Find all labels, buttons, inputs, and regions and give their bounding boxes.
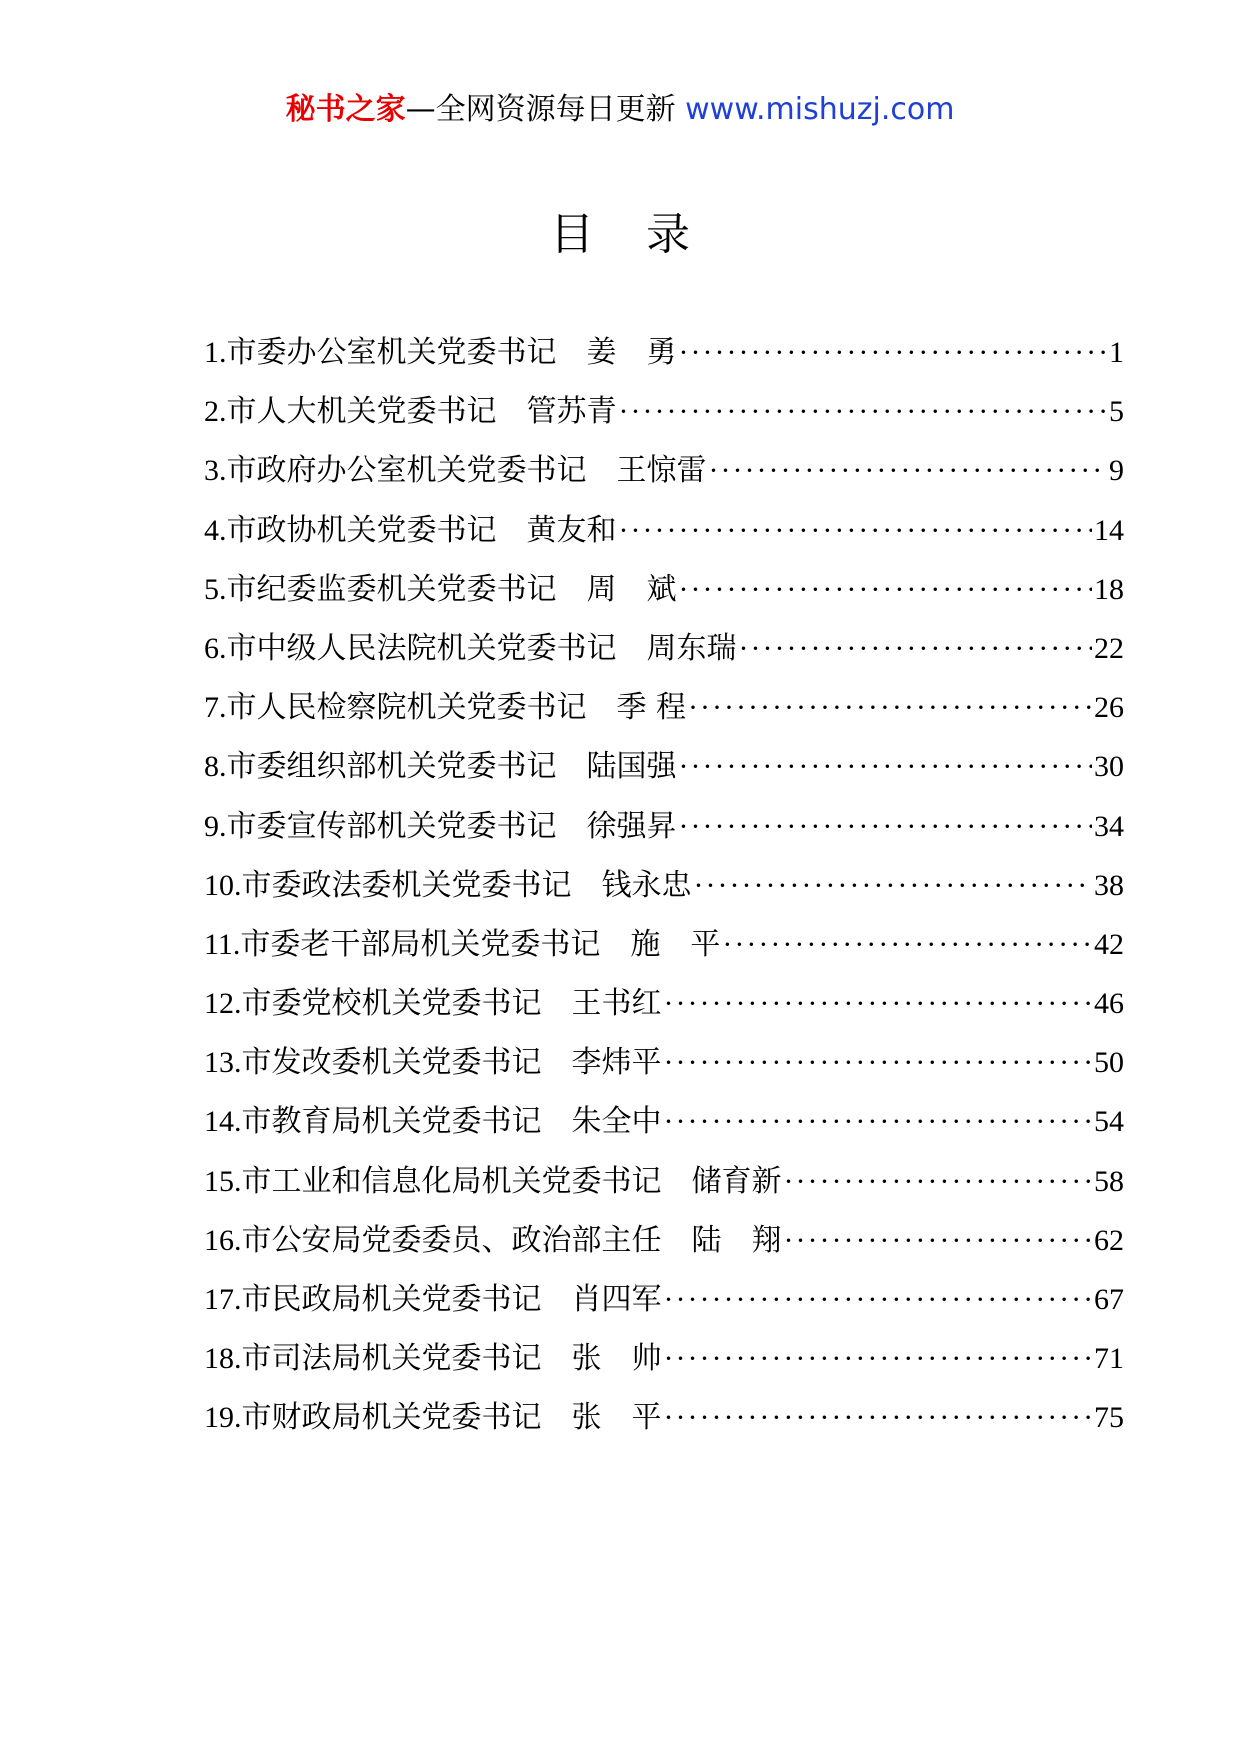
toc-entry-author: 储育新 bbox=[691, 1163, 782, 1199]
toc-entry[interactable] bbox=[204, 925, 1124, 984]
toc-entry-leader-dots bbox=[679, 570, 1093, 610]
toc-entry-leader-dots bbox=[664, 984, 1093, 1024]
toc-entry-page-number: 54 bbox=[1094, 1105, 1124, 1139]
toc-entry-title: 市公安局党委委员、政治部主任 bbox=[241, 1222, 662, 1258]
toc-entry-number: 9. bbox=[204, 809, 227, 843]
toc-entry-author: 姜 勇 bbox=[586, 335, 677, 370]
toc-entry-leader-dots bbox=[694, 866, 1093, 906]
toc-entry[interactable] bbox=[204, 570, 1124, 629]
toc-entry-leader-dots bbox=[679, 807, 1093, 847]
toc-entry-author: 李炜平 bbox=[571, 1045, 662, 1081]
toc-entry-author: 周东瑞 bbox=[646, 630, 737, 666]
toc-entry[interactable] bbox=[204, 1102, 1124, 1161]
toc-entry[interactable] bbox=[204, 511, 1124, 570]
toc-entry-leader-dots bbox=[664, 1102, 1093, 1142]
toc-entry-page-number: 58 bbox=[1094, 1164, 1124, 1198]
toc-entry-leader-dots bbox=[664, 1280, 1093, 1320]
toc-entry[interactable] bbox=[204, 747, 1124, 806]
toc-entry-page-number: 38 bbox=[1094, 868, 1124, 902]
toc-entry-number: 16. bbox=[204, 1223, 242, 1257]
toc-entry-leader-dots bbox=[688, 688, 1092, 728]
toc-entry[interactable] bbox=[204, 629, 1124, 688]
toc-entry[interactable] bbox=[204, 333, 1124, 392]
toc-entry-number: 14. bbox=[204, 1105, 242, 1139]
toc-entry-number: 4. bbox=[204, 513, 227, 547]
toc-entry-title: 市政协机关党委书记 bbox=[226, 512, 497, 548]
toc-entry[interactable] bbox=[204, 984, 1124, 1043]
toc-entry-page-number: 5 bbox=[1109, 395, 1124, 429]
toc-entry-title: 市教育局机关党委书记 bbox=[241, 1104, 542, 1140]
toc-entry-author: 陆 翔 bbox=[691, 1222, 782, 1258]
toc-entry-title: 市发改委机关党委书记 bbox=[241, 1045, 542, 1081]
page-title-right: 录 bbox=[646, 209, 690, 260]
toc-entry-leader-dots bbox=[664, 1043, 1093, 1083]
toc-entry-title: 市工业和信息化局机关党委书记 bbox=[241, 1163, 662, 1199]
toc-entry-title: 市委组织部机关党委书记 bbox=[226, 749, 557, 785]
site-slogan: —全网资源每日更新 bbox=[405, 92, 676, 127]
toc-entry-page-number: 62 bbox=[1094, 1223, 1124, 1257]
toc-entry-number: 3. bbox=[204, 454, 227, 488]
toc-entry-title: 市政府办公室机关党委书记 bbox=[226, 453, 587, 489]
toc-entry-author: 黄友和 bbox=[526, 512, 617, 548]
site-url-link[interactable]: www.mishuzj.com bbox=[685, 92, 955, 127]
toc-entry[interactable] bbox=[204, 866, 1124, 925]
toc-entry-page-number: 30 bbox=[1094, 750, 1124, 784]
toc-entry[interactable] bbox=[204, 1339, 1124, 1398]
toc-entry-author: 王书红 bbox=[571, 986, 662, 1022]
toc-entry-number: 13. bbox=[204, 1046, 242, 1080]
toc-entry-number: 8. bbox=[204, 750, 227, 784]
toc-entry-number: 19. bbox=[204, 1401, 242, 1435]
toc-entry-page-number: 34 bbox=[1094, 809, 1124, 843]
toc-entry-leader-dots bbox=[709, 451, 1108, 491]
toc-entry-number: 15. bbox=[204, 1164, 242, 1198]
toc-entry-title: 市委党校机关党委书记 bbox=[241, 986, 542, 1022]
page-title bbox=[0, 205, 1240, 265]
toc-entry-title: 市中级人民法院机关党委书记 bbox=[226, 630, 617, 666]
toc-entry-page-number: 18 bbox=[1094, 572, 1124, 606]
toc-entry-number: 6. bbox=[204, 631, 227, 665]
toc-entry-author: 张 帅 bbox=[571, 1341, 662, 1377]
toc-entry-page-number: 71 bbox=[1094, 1342, 1124, 1376]
toc-entry-leader-dots bbox=[722, 925, 1092, 965]
toc-entry-leader-dots bbox=[664, 1339, 1093, 1379]
toc-entry-leader-dots bbox=[679, 747, 1093, 787]
toc-entry-page-number: 1 bbox=[1109, 336, 1124, 369]
toc-entry[interactable] bbox=[204, 688, 1124, 747]
toc-entry[interactable] bbox=[204, 1398, 1124, 1457]
toc-entry[interactable] bbox=[204, 1280, 1124, 1339]
toc-entry-title: 市民政局机关党委书记 bbox=[241, 1282, 542, 1317]
toc-entry-title: 市委办公室机关党委书记 bbox=[226, 335, 557, 370]
site-brand: 秘书之家 bbox=[285, 92, 406, 127]
toc-entry-leader-dots bbox=[784, 1162, 1093, 1202]
toc-entry-author: 施 平 bbox=[630, 926, 721, 962]
toc-entry-leader-dots bbox=[664, 1398, 1093, 1438]
toc-entry-number: 5. bbox=[204, 572, 227, 606]
toc-entry-author: 肖四军 bbox=[571, 1282, 662, 1317]
toc-entry-author: 张 平 bbox=[571, 1400, 662, 1436]
toc-entry-page-number: 42 bbox=[1094, 927, 1124, 961]
toc-entry-author: 陆国强 bbox=[586, 749, 677, 785]
toc-entry-page-number: 50 bbox=[1094, 1046, 1124, 1080]
toc-entry[interactable] bbox=[204, 451, 1124, 510]
toc-entry-title: 市人民检察院机关党委书记 bbox=[226, 690, 587, 726]
toc-entry-title: 市委宣传部机关党委书记 bbox=[226, 808, 557, 844]
toc-entry[interactable] bbox=[204, 1221, 1124, 1280]
toc-entry-leader-dots bbox=[619, 511, 1093, 551]
page-title-left: 目 bbox=[550, 209, 594, 260]
toc-entry-author: 朱全中 bbox=[571, 1104, 662, 1140]
toc-entry-leader-dots bbox=[619, 392, 1108, 432]
toc-entry[interactable] bbox=[204, 807, 1124, 866]
toc-entry-title: 市司法局机关党委书记 bbox=[241, 1341, 542, 1377]
toc-entry-leader-dots bbox=[784, 1221, 1093, 1261]
toc-entry-page-number: 9 bbox=[1109, 454, 1124, 488]
toc-entry-title: 市委老干部局机关党委书记 bbox=[240, 926, 601, 962]
toc-entry-author: 钱永忠 bbox=[601, 867, 692, 903]
toc-entry-page-number: 67 bbox=[1094, 1283, 1124, 1316]
toc-entry-page-number: 75 bbox=[1094, 1401, 1124, 1435]
toc-entry-number: 17. bbox=[204, 1283, 242, 1316]
toc-entry-title: 市委政法委机关党委书记 bbox=[241, 867, 572, 903]
toc-entry-page-number: 46 bbox=[1094, 987, 1124, 1021]
table-of-contents bbox=[204, 333, 1124, 1458]
toc-entry-title: 市财政局机关党委书记 bbox=[241, 1400, 542, 1436]
toc-entry-page-number: 26 bbox=[1094, 691, 1124, 725]
toc-entry-number: 10. bbox=[204, 868, 242, 902]
toc-entry-leader-dots bbox=[679, 333, 1108, 373]
toc-entry-title: 市纪委监委机关党委书记 bbox=[226, 571, 557, 607]
toc-entry-title: 市人大机关党委书记 bbox=[226, 394, 497, 430]
toc-entry-page-number: 14 bbox=[1094, 513, 1124, 547]
toc-entry[interactable] bbox=[204, 1162, 1124, 1221]
toc-entry-author: 王惊雷 bbox=[616, 453, 707, 489]
toc-entry-number: 7. bbox=[204, 691, 227, 725]
toc-entry-author: 徐强昇 bbox=[586, 808, 677, 844]
toc-entry-number: 12. bbox=[204, 987, 242, 1021]
toc-entry-number: 1. bbox=[204, 336, 227, 369]
toc-entry-author: 季 程 bbox=[616, 690, 687, 726]
toc-entry-number: 18. bbox=[204, 1342, 242, 1376]
toc-entry-author: 管苏青 bbox=[526, 394, 617, 430]
site-header bbox=[0, 88, 1240, 132]
toc-entry[interactable] bbox=[204, 1043, 1124, 1102]
toc-entry-leader-dots bbox=[739, 629, 1093, 669]
toc-entry-page-number: 22 bbox=[1094, 631, 1124, 665]
toc-entry-number: 2. bbox=[204, 395, 227, 429]
toc-entry[interactable] bbox=[204, 392, 1124, 451]
toc-entry-number: 11. bbox=[204, 927, 241, 961]
toc-entry-author: 周 斌 bbox=[586, 571, 677, 607]
